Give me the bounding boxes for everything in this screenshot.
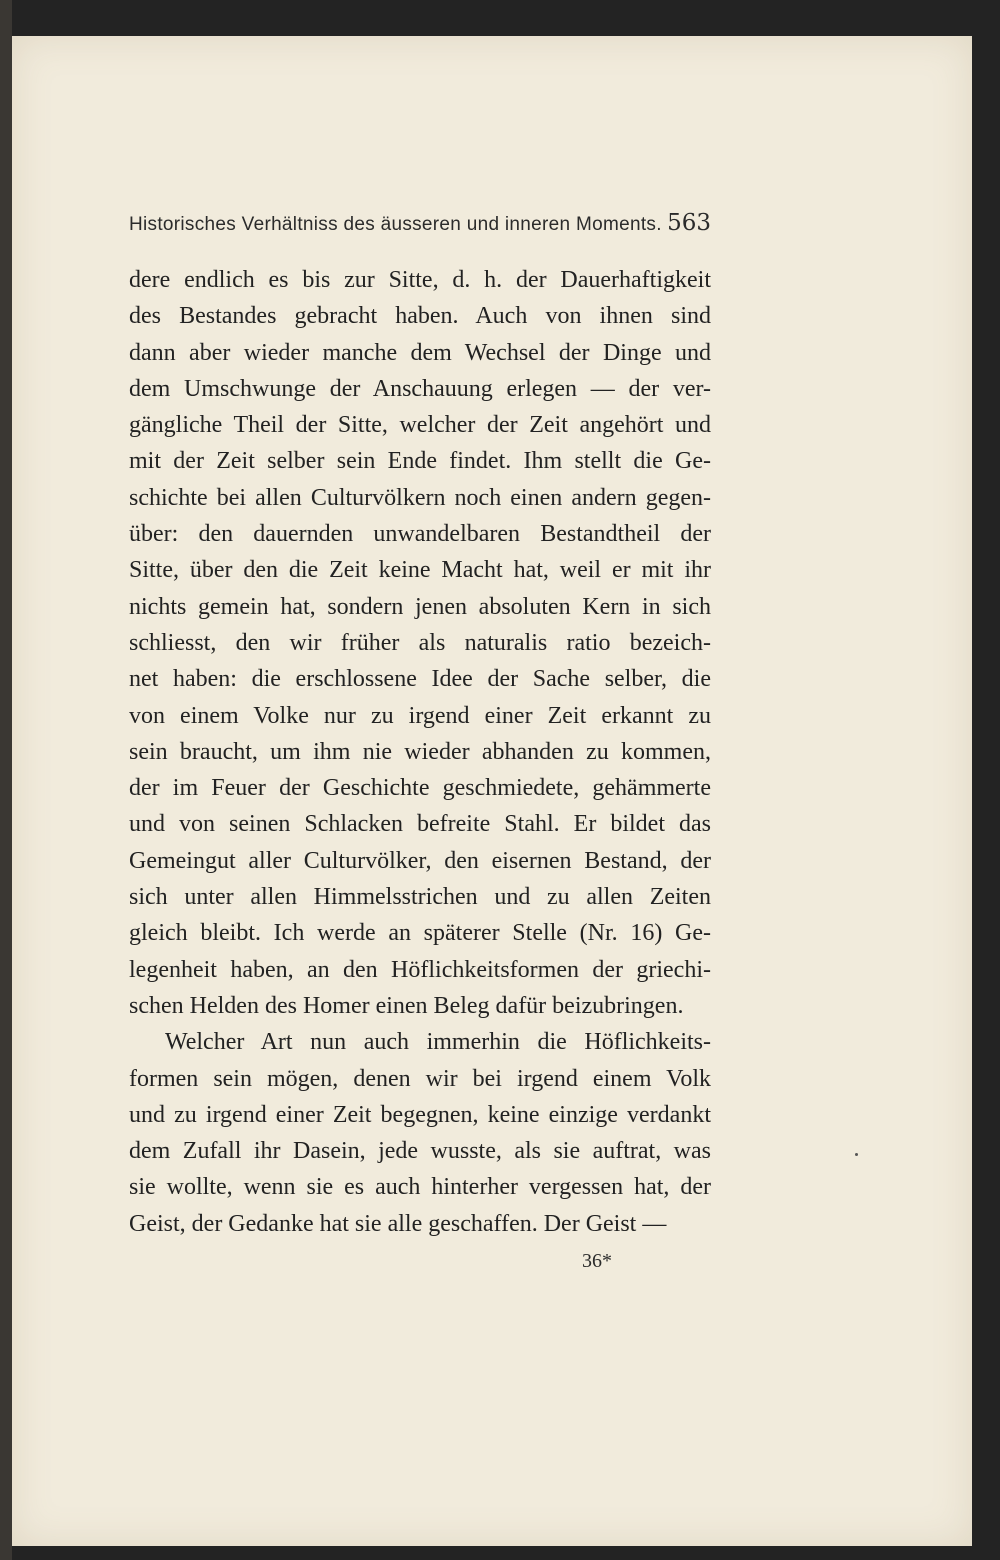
text-line: legenheit haben, an den Höflichkeitsformen der griechi- xyxy=(129,956,711,983)
text-line: dem Zufall ihr Dasein, jede wusste, als sie auftrat, was xyxy=(129,1138,711,1165)
text-line: des Bestandes gebracht haben. Auch von ihnen sind xyxy=(129,303,711,330)
text-line: nichts gemein hat, sondern jenen absoluten Kern in sich xyxy=(129,593,711,620)
text-line: formen sein mögen, denen wir bei irgend einem Volk xyxy=(129,1065,711,1092)
text-line: gleich bleibt. Ich werde an späterer Stelle (Nr. 16) Ge- xyxy=(129,920,711,947)
text-line: Gemeingut aller Culturvölker, den eisernen Bestand, der xyxy=(129,847,711,874)
text-line: dere endlich es bis zur Sitte, d. h. der Dauerhaftigkeit xyxy=(129,267,711,293)
text-line: schen Helden des Homer einen Beleg dafür beizubringen. xyxy=(129,992,684,1019)
text-line: über: den dauernden unwandelbaren Bestandtheil der xyxy=(129,521,711,548)
text-line: dann aber wieder manche dem Wechsel der Dinge und xyxy=(129,339,711,366)
paragraph-1 xyxy=(129,262,711,1024)
running-head: Historisches Verhältniss des äusseren und inneren Moments. xyxy=(129,214,662,235)
scan-edge xyxy=(0,0,12,1560)
body-text xyxy=(129,262,711,1242)
text-line: schichte bei allen Culturvölkern noch einen andern gegen- xyxy=(129,484,711,511)
text-line: schliesst, den wir früher als naturalis ratio bezeich- xyxy=(129,629,711,656)
paragraph-2 xyxy=(129,1024,711,1242)
text-line: net haben: die erschlossene Idee der Sache selber, die xyxy=(129,666,711,693)
text-line: Sitte, über den die Zeit keine Macht hat, weil er mit ihr xyxy=(129,557,711,584)
paper-speck xyxy=(855,1153,858,1156)
text-line: und von seinen Schlacken befreite Stahl. Er bildet das xyxy=(129,811,711,838)
text-line: von einem Volke nur zu irgend einer Zeit erkannt zu xyxy=(129,702,711,729)
text-line: Geist, der Gedanke hat sie alle geschaffen. Der Geist — xyxy=(129,1210,667,1237)
text-line: sich unter allen Himmelsstrichen und zu allen Zeiten xyxy=(129,884,711,911)
text-line: dem Umschwunge der Anschauung erlegen — der ver- xyxy=(129,375,711,402)
page-number: 563 xyxy=(667,210,711,236)
page-header xyxy=(129,210,711,236)
text-line: sein braucht, um ihm nie wieder abhanden zu kommen, xyxy=(129,738,711,765)
text-line: der im Feuer der Geschichte geschmiedete, gehämmerte xyxy=(129,775,711,802)
text-line: sie wollte, wenn sie es auch hinterher vergessen hat, der xyxy=(129,1174,711,1201)
text-line: und zu irgend einer Zeit begegnen, keine einzige verdankt xyxy=(129,1101,711,1128)
text-line: Welcher Art nun auch immerhin die Höflichkeits- xyxy=(165,1029,711,1056)
text-line: mit der Zeit selber sein Ende findet. Ihm stellt die Ge- xyxy=(129,448,711,475)
signature-mark: 36* xyxy=(582,1250,612,1272)
text-line: gängliche Theil der Sitte, welcher der Zeit angehört und xyxy=(129,412,711,439)
